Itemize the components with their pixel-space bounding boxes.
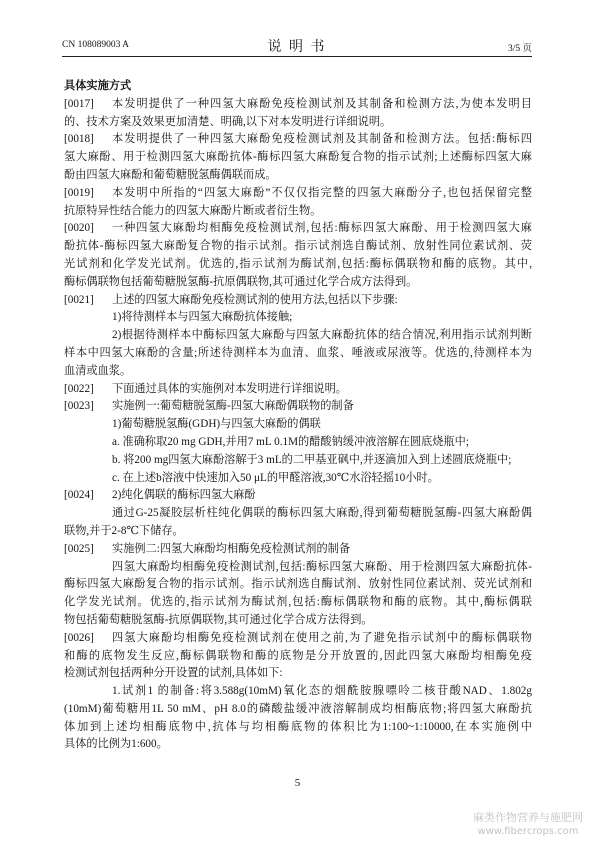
text-line xyxy=(64,381,532,399)
paragraph-number: [0024] xyxy=(64,489,94,502)
line-text: 本发明中所指的“四氢大麻酚”不仅仅指完整的四氢大麻酚分子,也包括保留完整 xyxy=(112,186,532,199)
patent-number: CN 108089003 A xyxy=(62,40,130,50)
line-text: 四氢大麻酚均相酶免疫检测试剂在使用之前,为了避免指示试剂中的酶标偶联物 xyxy=(112,631,532,644)
line-text: 酚抗体-酶标四氢大麻酚复合物的指示试剂。指示试剂选自酶试剂、放射性同位素试剂、荧 xyxy=(64,240,532,253)
line-text: a. 准确称取20 mg GDH,并用7 mL 0.1M的醋酸钠缓冲液溶解在圆底烧瓶中; xyxy=(112,435,469,448)
text-line xyxy=(64,345,532,363)
paragraph xyxy=(64,381,532,399)
text-line xyxy=(64,131,532,149)
line-text: 1.试剂1 的制备:将3.588g(10mM)氧化态的烟酰胺腺嘌呤二核苷酸NAD、1.802g xyxy=(112,685,532,698)
line-text: 2)根据待测样本中酶标四氢大麻酚与四氢大麻酚抗体的结合情况,利用指示试剂判断 xyxy=(112,329,532,342)
line-text: 物包括葡萄糖脱氢酶-抗原偶联物,其可通过化学合成方法得到。 xyxy=(64,613,373,626)
document-title: 说 明 书 xyxy=(267,40,327,55)
paragraph-number: [0022] xyxy=(64,382,94,395)
text-line xyxy=(64,470,532,488)
text-line xyxy=(64,274,532,292)
text-line xyxy=(64,327,532,345)
text-line xyxy=(64,96,532,114)
line-text: 酶标偶联物包括葡萄糖脱氢酶-抗原偶联物,其可通过化学合成方法得到。 xyxy=(64,275,418,288)
text-line xyxy=(64,256,532,274)
document-body xyxy=(64,78,532,754)
text-line xyxy=(64,541,532,559)
paragraph xyxy=(64,220,532,291)
line-text: 氢大麻酚、用于检测四氢大麻酚抗体-酶标四氢大麻酚复合物的指示试剂;上述酶标四氢大麻 xyxy=(64,151,532,164)
line-text: 通过G-25凝胶层析柱纯化偶联的酶标四氢大麻酚,得到葡萄糖脱氢酶-四氢大麻酚偶 xyxy=(112,507,532,520)
paragraph xyxy=(64,398,532,487)
line-text: c. 在上述b溶液中快速加入50 μL的甲醛溶液,30℃水浴轻摇10小时。 xyxy=(112,471,439,484)
line-text: 酶标四氢大麻酚复合物的指示试剂。指示试剂选自酶试剂、放射性同位素试剂、荧光试剂和 xyxy=(64,578,532,591)
text-line xyxy=(64,238,532,256)
paragraph-number: [0021] xyxy=(64,293,94,306)
text-line xyxy=(64,559,532,577)
text-line xyxy=(64,220,532,238)
text-line xyxy=(64,185,532,203)
watermark-site-name: 麻类作物营养与施肥网 xyxy=(473,811,583,824)
line-text: 实施例一:葡萄糖脱氢酶-四氢大麻酚偶联物的制备 xyxy=(112,400,354,413)
line-text: 样本中四氢大麻酚的含量;所述待测样本为血清、血浆、唾液或尿液等。优选的,待测样本为 xyxy=(64,346,532,359)
line-text: 检测试剂包括两种分开设置的试剂,具体如下: xyxy=(64,667,283,680)
paragraph-number: [0018] xyxy=(64,133,94,146)
text-line xyxy=(64,648,532,666)
line-text: (10mM)葡萄糖用1L 50 mM、pH 8.0的磷酸盐缓冲液溶解制成均相酶底物;将四氢大麻酚抗 xyxy=(64,702,532,715)
text-line xyxy=(64,523,532,541)
text-line xyxy=(64,292,532,310)
line-text: 2)纯化偶联的酶标四氢大麻酚 xyxy=(112,489,256,502)
text-line xyxy=(64,719,532,737)
text-line xyxy=(64,167,532,185)
text-line xyxy=(64,736,532,754)
line-text: 本发明提供了一种四氢大麻酚免疫检测试剂及其制备和检测方法。包括:酶标四 xyxy=(112,133,532,146)
line-text: 本发明提供了一种四氢大麻酚免疫检测试剂及其制备和检测方法,为使本发明目 xyxy=(112,97,532,110)
paragraph-number: [0025] xyxy=(64,542,94,555)
line-text: 光试剂和化学发光试剂。优选的,指示试剂为酶试剂,包括:酶标偶联物和酶的底物。其中, xyxy=(64,257,532,270)
text-line xyxy=(64,398,532,416)
text-line xyxy=(64,416,532,434)
text-line xyxy=(64,594,532,612)
text-line xyxy=(64,203,532,221)
paragraph xyxy=(64,185,532,221)
watermark-url: www.fibercrops.com xyxy=(477,826,579,837)
line-text: 具体的比例为1:600。 xyxy=(64,738,168,751)
line-text: 四氢大麻酚均相酶免疫检测试剂,包括:酶标四氢大麻酚、用于检测四氢大麻酚抗体- xyxy=(112,560,532,573)
line-text: b. 将200 mg四氢大麻酚溶解于3 mL的二甲基亚砜中,并逐滴加入到上述圆底烧瓶中; xyxy=(112,453,512,466)
text-line xyxy=(64,149,532,167)
paragraph-number: [0017] xyxy=(64,97,94,110)
line-text: 联物,并于2-8℃下储存。 xyxy=(64,524,184,537)
line-text: 抗原特异性结合能力的四氢大麻酚片断或者衍生物。 xyxy=(64,204,322,217)
line-text: 体加到上述均相酶底物中,抗体与均相酶底物的体积比为1:100~1:10000,在本实施例中 xyxy=(64,720,532,733)
page-header xyxy=(62,36,532,57)
line-text: 一种四氢大麻酚均相酶免疫检测试剂,包括:酶标四氢大麻酚、用于检测四氢大麻 xyxy=(112,222,532,235)
text-line xyxy=(64,309,532,327)
paragraph xyxy=(64,292,532,381)
paragraph xyxy=(64,630,532,755)
paragraph-number: [0019] xyxy=(64,186,94,199)
text-line xyxy=(64,363,532,381)
line-text: 实施例二:四氢大麻酚均相酶免疫检测试剂的制备 xyxy=(112,542,351,555)
section-heading: 具体实施方式 xyxy=(64,80,132,92)
line-text: 上述的四氢大麻酚免疫检测试剂的使用方法,包括以下步骤: xyxy=(112,293,398,306)
line-text: 下面通过具体的实施例对本发明进行详细说明。 xyxy=(112,382,347,395)
page-number: 5 xyxy=(294,777,301,789)
line-text: 1)葡萄糖脱氢酶(GDH)与四氢大麻酚的偶联 xyxy=(112,418,321,431)
text-line xyxy=(64,505,532,523)
line-text: 酚由四氢大麻酚和葡萄糖脱氢酶偶联而成。 xyxy=(64,168,277,181)
line-text: 的、技术方案及效果更加清楚、明确,以下对本发明进行详细说明。 xyxy=(64,115,392,128)
line-text: 化学发光试剂。优选的,指示试剂为酶试剂,包括:酶标偶联物和酶的底物。其中,酶标偶联 xyxy=(64,596,532,609)
paragraph xyxy=(64,96,532,132)
page-indicator: 3/5 页 xyxy=(507,44,532,54)
text-line xyxy=(64,665,532,683)
paragraph-number: [0023] xyxy=(64,400,94,413)
line-text: 血清或血浆。 xyxy=(64,364,132,377)
paragraph xyxy=(64,487,532,540)
text-line xyxy=(64,701,532,719)
text-line xyxy=(64,114,532,132)
text-line xyxy=(64,576,532,594)
text-line xyxy=(64,630,532,648)
paragraph xyxy=(64,541,532,630)
paragraph-number: [0026] xyxy=(64,631,94,644)
text-line xyxy=(64,487,532,505)
text-line xyxy=(64,612,532,630)
text-line xyxy=(64,452,532,470)
text-line xyxy=(64,683,532,701)
line-text: 1)将待测样本与四氢大麻酚抗体接触; xyxy=(112,311,293,324)
text-line xyxy=(64,434,532,452)
paragraph-number: [0020] xyxy=(64,222,94,235)
line-text: 和酶的底物发生反应,酶标偶联物和酶的底物是分开放置的,因此四氢大麻酚均相酶免疫 xyxy=(64,649,532,662)
watermark xyxy=(473,811,583,839)
paragraph xyxy=(64,131,532,184)
